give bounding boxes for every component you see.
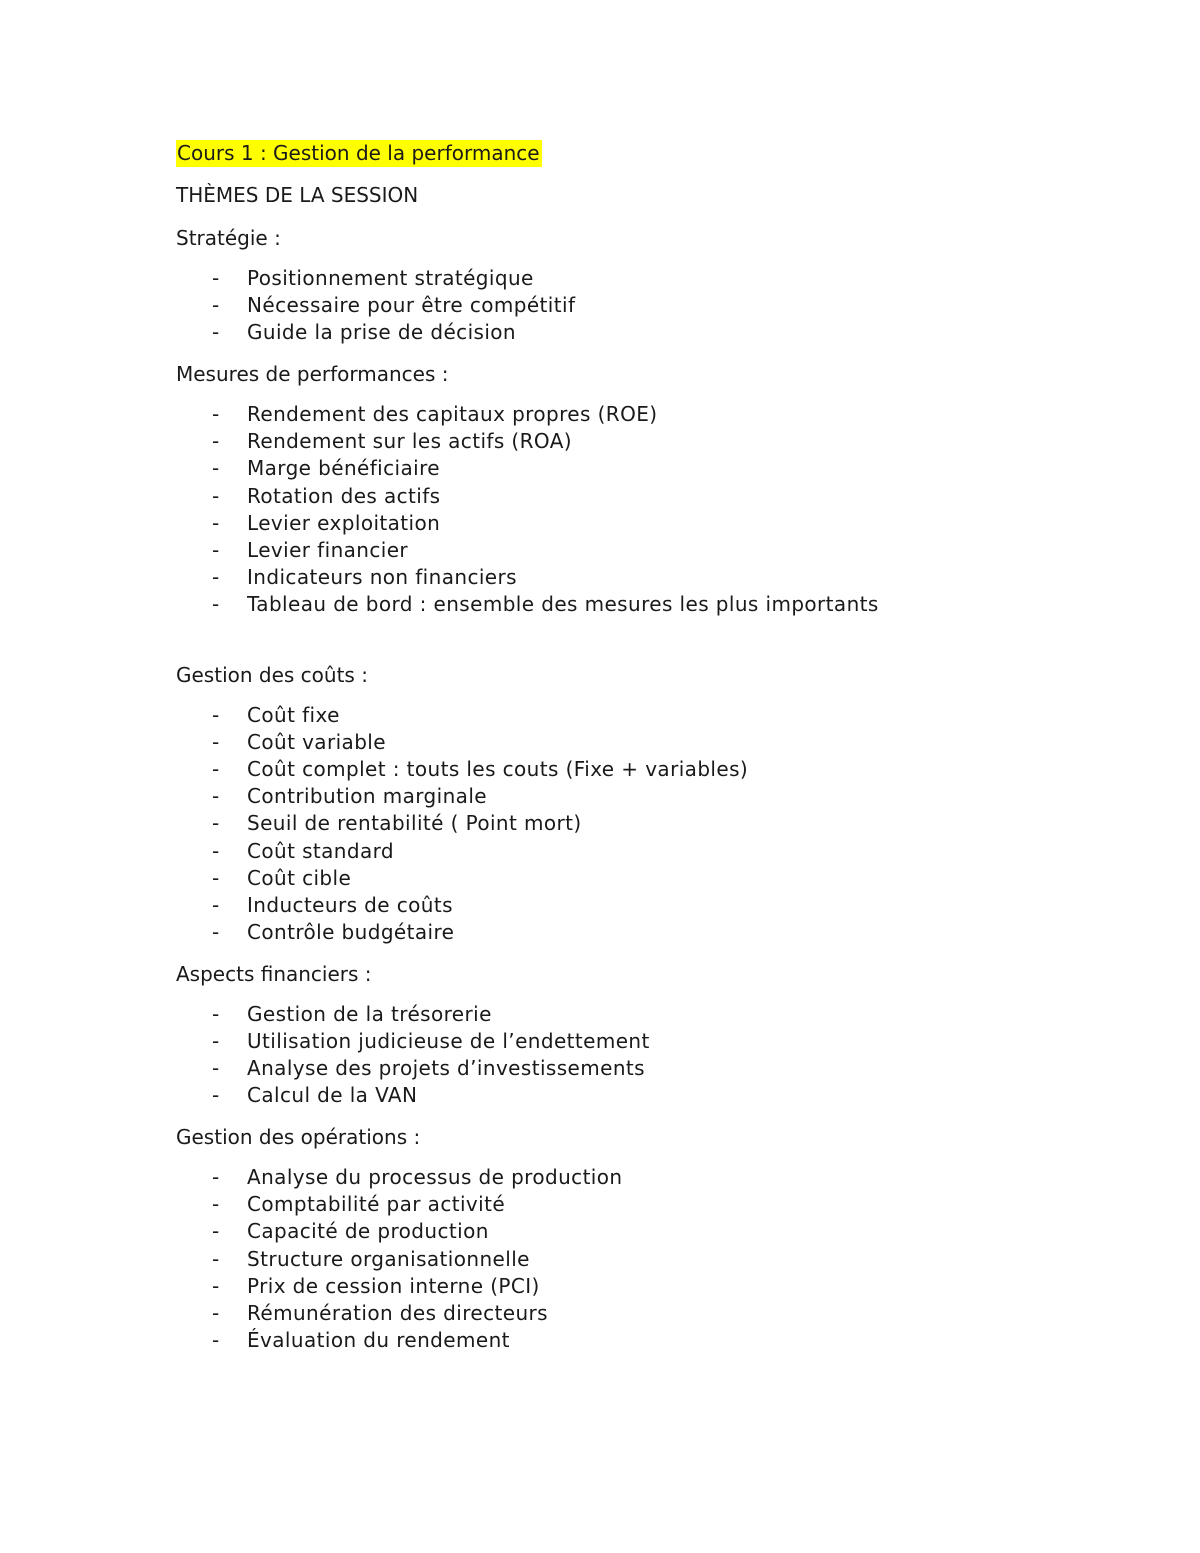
list-item-text: Levier exploitation	[247, 510, 441, 535]
dash-bullet: -	[212, 703, 220, 728]
section-label: Gestion des coûts :	[176, 663, 368, 688]
list-item-text: Marge bénéficiaire	[247, 456, 440, 481]
list-item	[176, 783, 1126, 810]
dash-bullet: -	[212, 1001, 220, 1026]
list-item-text: Coût variable	[247, 730, 386, 755]
dash-bullet: -	[212, 564, 220, 589]
section-gestion-couts	[176, 660, 1126, 946]
list-item-text: Calcul de la VAN	[247, 1083, 418, 1108]
dash-bullet: -	[212, 456, 220, 481]
list-item-text: Gestion de la trésorerie	[247, 1001, 492, 1026]
list-item-text: Analyse des projets d’investissements	[247, 1056, 645, 1081]
list-item-text: Coût standard	[247, 838, 394, 863]
list-item	[176, 1246, 1126, 1273]
list-item	[176, 564, 1126, 591]
section-label: Mesures de performances :	[176, 362, 449, 387]
dash-bullet: -	[212, 838, 220, 863]
list-item-text: Évaluation du rendement	[247, 1327, 510, 1352]
dash-bullet: -	[212, 730, 220, 755]
list-item	[176, 1218, 1126, 1245]
dash-bullet: -	[212, 483, 220, 508]
list-item-text: Contribution marginale	[247, 784, 487, 809]
list-item	[176, 1001, 1126, 1028]
list-item	[176, 455, 1126, 482]
section-label: Stratégie :	[176, 226, 281, 250]
dash-bullet: -	[212, 429, 220, 454]
dash-bullet: -	[212, 266, 220, 290]
dash-bullet: -	[212, 1327, 220, 1352]
list-item-text: Contrôle budgétaire	[247, 919, 455, 944]
section-label: Gestion des opérations :	[176, 1125, 421, 1150]
list-item	[176, 810, 1126, 837]
list-item	[176, 865, 1126, 892]
document-title	[176, 138, 1126, 168]
list-item-text: Positionnement stratégique	[247, 266, 534, 290]
dash-bullet: -	[212, 537, 220, 562]
list-item-text: Comptabilité par activité	[247, 1192, 506, 1217]
list-item-text: Guide la prise de décision	[247, 320, 517, 345]
list-item	[176, 591, 1126, 618]
list-item	[176, 838, 1126, 865]
list-item	[176, 729, 1126, 756]
list-item-text: Nécessaire pour être compétitif	[247, 293, 576, 318]
list-item	[176, 1191, 1126, 1218]
list-item-text: Inducteurs de coûts	[247, 892, 453, 917]
session-themes-heading: THÈMES DE LA SESSION	[176, 183, 419, 207]
list-item-text: Utilisation judicieuse de l’endettement	[247, 1028, 650, 1053]
dash-bullet: -	[212, 293, 220, 318]
dash-bullet: -	[212, 811, 220, 836]
list-item-text: Prix de cession interne (PCI)	[247, 1273, 540, 1298]
list-item	[176, 510, 1126, 537]
dash-bullet: -	[212, 1165, 220, 1190]
dash-bullet: -	[212, 865, 220, 890]
list-item-text: Rotation des actifs	[247, 483, 441, 508]
list-item	[176, 892, 1126, 919]
title-highlight: Cours 1 : Gestion de la performance	[177, 141, 540, 165]
list-item	[176, 265, 1126, 292]
list-item-text: Capacité de production	[247, 1219, 489, 1244]
bullet-list	[176, 401, 1126, 618]
section-mesures-performances	[176, 359, 1126, 618]
list-item	[176, 319, 1126, 346]
section-gestion-operations	[176, 1122, 1126, 1354]
dash-bullet: -	[212, 919, 220, 944]
list-item-text: Rendement sur les actifs (ROA)	[247, 429, 572, 454]
dash-bullet: -	[212, 1300, 220, 1325]
list-item	[176, 1028, 1126, 1055]
list-item-text: Analyse du processus de production	[247, 1165, 623, 1190]
list-item	[176, 537, 1126, 564]
dash-bullet: -	[212, 1056, 220, 1081]
list-item	[176, 919, 1126, 946]
list-item	[176, 1327, 1126, 1354]
dash-bullet: -	[212, 591, 220, 616]
dash-bullet: -	[212, 1246, 220, 1271]
bullet-list	[176, 1164, 1126, 1354]
list-item-text: Structure organisationnelle	[247, 1246, 530, 1271]
list-item	[176, 292, 1126, 319]
dash-bullet: -	[212, 1083, 220, 1108]
list-item-text: Seuil de rentabilité ( Point mort)	[247, 811, 582, 836]
list-item	[176, 483, 1126, 510]
list-item-text: Coût fixe	[247, 703, 340, 728]
section-strategie	[176, 223, 1126, 346]
list-item-text: Rendement des capitaux propres (ROE)	[247, 402, 658, 427]
list-item-text: Coût complet : touts les couts (Fixe + variables)	[247, 757, 749, 782]
list-item	[176, 1055, 1126, 1082]
dash-bullet: -	[212, 757, 220, 782]
section-aspects-financiers	[176, 959, 1126, 1109]
bullet-list	[176, 1001, 1126, 1109]
list-item	[176, 756, 1126, 783]
list-item-text: Coût cible	[247, 865, 352, 890]
list-item	[176, 1164, 1126, 1191]
list-item	[176, 1300, 1126, 1327]
list-item	[176, 1273, 1126, 1300]
section-label: Aspects financiers :	[176, 961, 372, 986]
list-item	[176, 401, 1126, 428]
list-item	[176, 1082, 1126, 1109]
bullet-list	[176, 265, 1126, 346]
dash-bullet: -	[212, 784, 220, 809]
dash-bullet: -	[212, 892, 220, 917]
list-item	[176, 702, 1126, 729]
dash-bullet: -	[212, 320, 220, 345]
list-item-text: Levier financier	[247, 537, 409, 562]
list-item-text: Indicateurs non financiers	[247, 564, 517, 589]
document-page	[176, 138, 1126, 1354]
dash-bullet: -	[212, 510, 220, 535]
list-item	[176, 428, 1126, 455]
list-item-text: Rémunération des directeurs	[247, 1300, 548, 1325]
list-item-text: Tableau de bord : ensemble des mesures les plus importants	[247, 591, 879, 616]
dash-bullet: -	[212, 402, 220, 427]
dash-bullet: -	[212, 1273, 220, 1298]
bullet-list	[176, 702, 1126, 946]
paragraph-spacer	[176, 618, 1126, 647]
dash-bullet: -	[212, 1219, 220, 1244]
dash-bullet: -	[212, 1028, 220, 1053]
dash-bullet: -	[212, 1192, 220, 1217]
